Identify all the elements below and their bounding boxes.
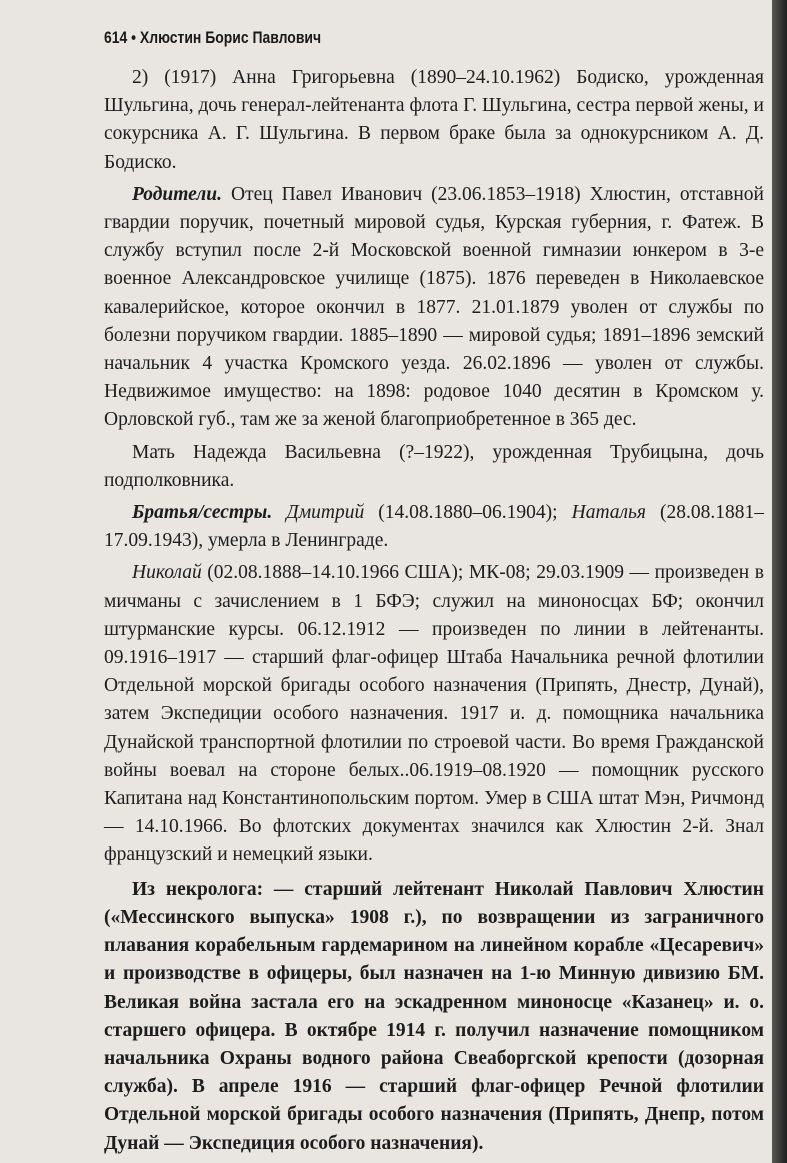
sibling-2-name: Наталья [571, 502, 646, 524]
siblings-label: Братья/сестры. [132, 502, 273, 524]
paragraph-siblings [104, 499, 764, 555]
paragraph-mother: Мать Надежда Васильевна (?–1922), урожденная Трубицына, дочь подполковника. [104, 441, 764, 491]
siblings-gap [272, 502, 286, 523]
nikolai-name: Николай [132, 562, 202, 584]
sibling-1-name: Дмитрий [286, 502, 365, 524]
page-number: 614 [104, 28, 128, 47]
paragraph-second-marriage: 2) (1917) Анна Григорьевна (1890–24.10.1962) Бодиско, урожденная Шульгина, дочь генерал-лейтенанта флота Г. Шульгина, сестра первой жены, и сокурсника А. Г. Шульгина. В первом браке была за однокурсником А. Д. Бодиско. [104, 67, 764, 173]
parents-text: Отец Павел Иванович (23.06.1853–1918) Хлюстин, отставной гвардии поручик, почетный мировой судья, Курская губерния, г. Фатеж. В службу вступил после 2-й Московской военной гимназии юнкером в 3-е военное Александровское училище (1875). 1876 переведен в Николаевское кавалерийское, которое окончил в 1877. 21.01.1879 уволен от службы по болезни поручиком гвардии. 1885–1890 — мировой судья; 1891–1896 земский начальник 4 участка Кромского уезда. 26.02.1896 — уволен от службы. Недвижимое имущество: на 1898: родовое 1040 десятин в Кромском у. Орловской губ., там же за женой благоприобретенное в 365 дес. [104, 183, 764, 431]
paragraph-parents [104, 181, 764, 435]
running-title: Хлюстин Борис Павлович [139, 28, 322, 47]
paragraph-nikolai [104, 559, 764, 869]
body-text [104, 64, 764, 1158]
paragraph-obituary: Из некролога: — старший лейтенант Николай Павлович Хлюстин («Мессинского выпуска» 1908 г.), по возвращении из заграничного плавания корабельным гардемарином на линейном корабле «Цесаревич» и производстве в офицеры, был назначен на 1-ю Минную дивизию БМ. Великая война застала его на эскадренном миноносце «Казанец» и. о. старшего офицера. В октябре 1914 г. получил назначение помощником начальника Охраны водного района Свеаборгской крепости (дозорная служба). В апреле 1916 — старший флаг-офицер Речной флотилии Отдельной морской бригады особого назначения (Припять, Днепр, потом Дунай — Экспедиция особого назначения). [104, 878, 764, 1154]
book-spine-shadow [772, 0, 787, 1163]
nikolai-text: (02.08.1888–14.10.1966 США); МК-08; 29.03.1909 — произведен в мичманы с зачислением в 1 БФЭ; служил на миноносцах БФ; окончил штурманские курсы. 06.12.1912 — произведен по линии в лейтенанты. 09.1916–1917 — старший флаг-офицер Штаба Начальника речной флотилии Отдельной морской бригады особого назначения (Припять, Днестр, Дунай), затем Экспедиции особого назначения. 1917 и. д. помощника начальника Дунайской транспортной флотилии по строевой части. Во время Гражданской войны воевал на стороне белых..06.1919–08.1920 — помощник русского Капитана над Константинопольским портом. Умер в США штат Мэн, Ричмонд — 14.10.1966. Во флотских документах значился как Хлюстин 2-й. Знал французский и немецкий языки. [104, 562, 764, 866]
parents-label: Родители. [132, 183, 223, 205]
sibling-1-text: (14.08.1880–06.1904); [364, 502, 572, 524]
header-separator: • [131, 28, 137, 47]
sibling-2-text: (28.08.1881–17.09.1943), умерла в Ленинграде. [104, 502, 765, 552]
running-header [104, 28, 321, 48]
